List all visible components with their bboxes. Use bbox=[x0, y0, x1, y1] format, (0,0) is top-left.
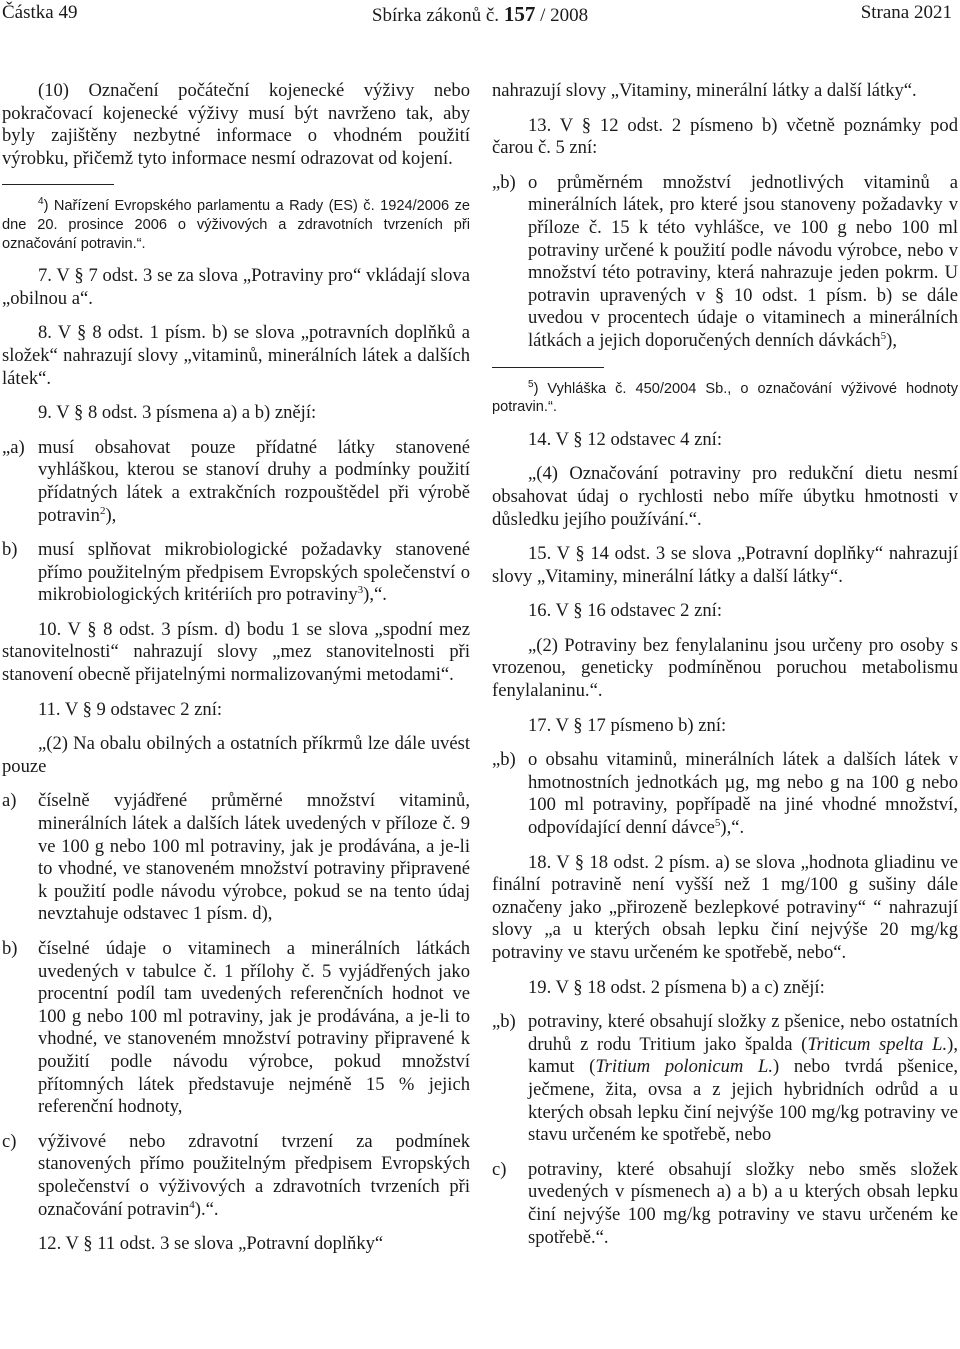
section-11: 11. V § 9 odstavec 2 zní: bbox=[38, 698, 223, 720]
item-label: „b) bbox=[492, 749, 516, 771]
footnote-rule bbox=[2, 184, 114, 185]
section-11-item-c bbox=[2, 1131, 470, 1221]
section-11-item-b bbox=[2, 938, 470, 1119]
item-text: výživové nebo zdravotní tvrzení za podmínek stanovených přímo použitelným předpisem Evropských společenství o výživových a zdravotních tvrzeních při označování potravin bbox=[38, 1130, 470, 1220]
section-16: 16. V § 16 odstavec 2 zní: bbox=[528, 600, 723, 622]
header-collection-suffix: / 2008 bbox=[535, 5, 589, 26]
item-text: musí obsahovat pouze přídatné látky stanovené vyhláškou, kterou se stanoví druhy a podmínky použití přídatných látek a extrakčních rozpouštědel při výrobě potravin bbox=[38, 436, 470, 526]
item-label: „b) bbox=[492, 171, 516, 193]
item-label: c) bbox=[2, 1130, 17, 1152]
item-label: a) bbox=[2, 790, 17, 812]
section-19-item-b bbox=[492, 1011, 958, 1147]
footnote-4-mark: 4 bbox=[38, 196, 44, 208]
species-name: Triticum spelta L. bbox=[807, 1033, 948, 1055]
item-label: c) bbox=[492, 1158, 507, 1180]
footnote-ref: 3 bbox=[357, 584, 364, 597]
section-15: 15. V § 14 odst. 3 se slova „Potravní doplňky“ nahrazují slovy „Vitaminy, minerální látky a další látky“. bbox=[492, 543, 958, 587]
right-column bbox=[492, 80, 958, 1249]
section-12: 12. V § 11 odst. 3 se slova „Potravní doplňky“ bbox=[38, 1233, 384, 1255]
section-11-intro: „(2) Na obalu obilných a ostatních příkrmů lze dále uvést pouze bbox=[2, 733, 470, 777]
left-column bbox=[2, 80, 470, 1256]
item-label: b) bbox=[2, 539, 18, 561]
section-8: 8. V § 8 odst. 1 písm. b) se slova „potravních doplňků a složek“ nahrazují slovy „vitaminů, minerálních látek a dalších látek“. bbox=[2, 322, 470, 389]
section-17-item-b bbox=[492, 749, 958, 839]
section-14-text: „(4) Označování potraviny pro redukční dietu nesmí obsahovat údaj o rychlosti nebo míře úbytku hmotnosti v důsledku jejího používání.“. bbox=[492, 463, 958, 530]
item-end: ), bbox=[886, 329, 897, 351]
footnote-5-text: ) Vyhláška č. 450/2004 Sb., o označování výživové hodnoty potravin.“. bbox=[492, 380, 958, 416]
footnote-ref: 5 bbox=[880, 329, 887, 342]
section-13: 13. V § 12 odst. 2 písmeno b) včetně poznámky pod čarou č. 5 zní: bbox=[492, 114, 958, 159]
section-12-continued: nahrazují slovy „Vitaminy, minerální látky a další látky“. bbox=[492, 80, 917, 101]
footnote-ref: 2 bbox=[99, 504, 106, 517]
header-page-number: Strana 2021 bbox=[860, 2, 952, 23]
item-text: o průměrném množství jednotlivých vitaminů a minerálních látek, pro které jsou stanoveny požadavky v příloze č. 15 k této vyhlášce, ve 100 g nebo 100 ml potraviny určené k použití podle návodu výrobce, nebo v množství této potraviny, která nahrazuje jeden pokrm. U potravin upravených v § 10 odst. 1 písm. b) se dále uvedou v procentech údaje o vitaminech a minerálních látkách a jejich doporučených denních dávkách bbox=[528, 171, 958, 351]
section-10: 10. V § 8 odst. 3 písm. d) bodu 1 se slova „spodní mez stanovitelnosti“ nahrazují slovy „mez stanovitelnosti při stanovení obecně přijatelnými normalizovanými metodami“. bbox=[2, 618, 470, 686]
footnote-5-mark: 5 bbox=[528, 378, 534, 390]
item-text: potraviny, které obsahují složky z pšenice, nebo ostatních druhů z rodu Tritium jako špalda ( bbox=[528, 1011, 958, 1055]
section-13-item-b bbox=[492, 172, 958, 353]
item-text: musí splňovat mikrobiologické požadavky stanovené přímo použitelným předpisem Evropských společenství o mikrobiologických kritériích pro potraviny bbox=[38, 539, 470, 606]
footnote-5 bbox=[492, 380, 958, 417]
page-header bbox=[0, 2, 960, 32]
footnote-4 bbox=[2, 197, 470, 253]
item-text: ) nebo tvrdá pšenice, ječmene, žita, ovsa a z jejich hybridních odrůd a u kterých obsah lepku činí nejvýše 100 mg/kg potraviny ve stavu určeném ke spotřebě, nebo bbox=[528, 1056, 958, 1146]
header-collection bbox=[0, 2, 960, 27]
section-17: 17. V § 17 písmeno b) zní: bbox=[528, 714, 727, 736]
item-text: číselné údaje o vitaminech a minerálních látkách uvedených v tabulce č. 1 přílohy č. 5 vyjádřených jako procentní podíl tam uvedených referenčních hodnot ve 100 g nebo 100 ml potraviny, jak je prodávána, a je-li to vhodné, ve stanoveném množství potraviny připravené k použití podle návodu výrobce, pokud množství přítomných látek představuje nejméně 15 % jejich referenční hodnoty, bbox=[38, 938, 470, 1118]
section-14: 14. V § 12 odstavec 4 zní: bbox=[528, 428, 723, 450]
paragraph-10: (10) Označení počáteční kojenecké výživy nebo pokračovací kojenecké výživy musí být navrženo tak, aby byly zajištěny nezbytné informace o vhodném použití výrobku, přičemž tyto informace nesmí odrazovat od kojení. bbox=[2, 80, 470, 169]
section-11-item-a bbox=[2, 790, 470, 926]
section-19: 19. V § 18 odst. 2 písmena b) a c) znějí: bbox=[528, 976, 825, 998]
header-collection-prefix: Sbírka zákonů č. bbox=[371, 5, 504, 26]
header-issue: Částka 49 bbox=[2, 2, 78, 23]
section-9-item-a bbox=[2, 437, 470, 527]
item-label: b) bbox=[2, 938, 18, 959]
item-end: ),“. bbox=[720, 817, 745, 839]
species-name: Tritium polonicum L. bbox=[595, 1056, 773, 1078]
section-7: 7. V § 7 odst. 3 se za slova „Potraviny pro“ vkládají slova „obilnou a“. bbox=[2, 265, 470, 309]
item-label: „a) bbox=[2, 436, 25, 458]
footnote-ref: 4 bbox=[189, 1198, 195, 1211]
footnote-4-text: ) Nařízení Evropského parlamentu a Rady (ES) č. 1924/2006 ze dne 20. prosince 2006 o výživových a zdravotních tvrzeních při označování potravin.“. bbox=[2, 198, 470, 252]
item-end: ),“. bbox=[363, 584, 387, 606]
item-text: potraviny, které obsahují složky nebo směs složek uvedených v písmenech a) a b) a u kterých obsah lepku činí nejvýše 100 mg/kg potraviny ve stavu určeném ke spotřebě.“. bbox=[528, 1158, 958, 1248]
header-law-number: 157 bbox=[503, 2, 536, 26]
item-label: „b) bbox=[492, 1011, 516, 1033]
section-9: 9. V § 8 odst. 3 písmena a) a b) znějí: bbox=[38, 402, 317, 424]
section-16-text: „(2) Potraviny bez fenylalaninu jsou určeny pro osoby s vrozenou, geneticky podmíněnou poruchou metabolismu fenylalaninu.“. bbox=[492, 634, 958, 702]
item-text: ), kamut ( bbox=[528, 1033, 958, 1078]
item-end: ), bbox=[105, 504, 117, 526]
item-end: ).“. bbox=[194, 1198, 219, 1220]
item-text: číselně vyjádřené průměrné množství vitaminů, minerálních látek a dalších látek uvedených v příloze č. 9 ve 100 g nebo 100 ml potraviny, jak je prodávána, a je-li to vhodné, ve stanoveném množství potraviny připravené k použití podle návodu výrobce, pokud se na tento údaj nevztahuje odstavec 1 písm. d), bbox=[38, 790, 470, 925]
footnote-ref: 5 bbox=[714, 816, 721, 829]
footnote-rule bbox=[492, 367, 604, 368]
section-19-item-c bbox=[492, 1159, 958, 1249]
item-text: o obsahu vitaminů, minerálních látek a dalších látek v hmotnostních jednotkách µg, mg nebo g na 100 g nebo 100 ml potraviny, popřípadě na jiné vhodné množství, odpovídající denní dávce bbox=[528, 749, 958, 839]
section-18: 18. V § 18 odst. 2 písm. a) se slova „hodnota gliadinu ve finální potravině není vyšší než 1 mg/100 g sušiny dále označeny jako „přirozeně bezlepkové potraviny“ “ nahrazují slovy „a u kterých obsah lepku činí nejvýše 20 mg/kg potraviny ve stavu určeném ke spotřebě, nebo“. bbox=[492, 851, 958, 963]
section-9-item-b bbox=[2, 539, 470, 607]
